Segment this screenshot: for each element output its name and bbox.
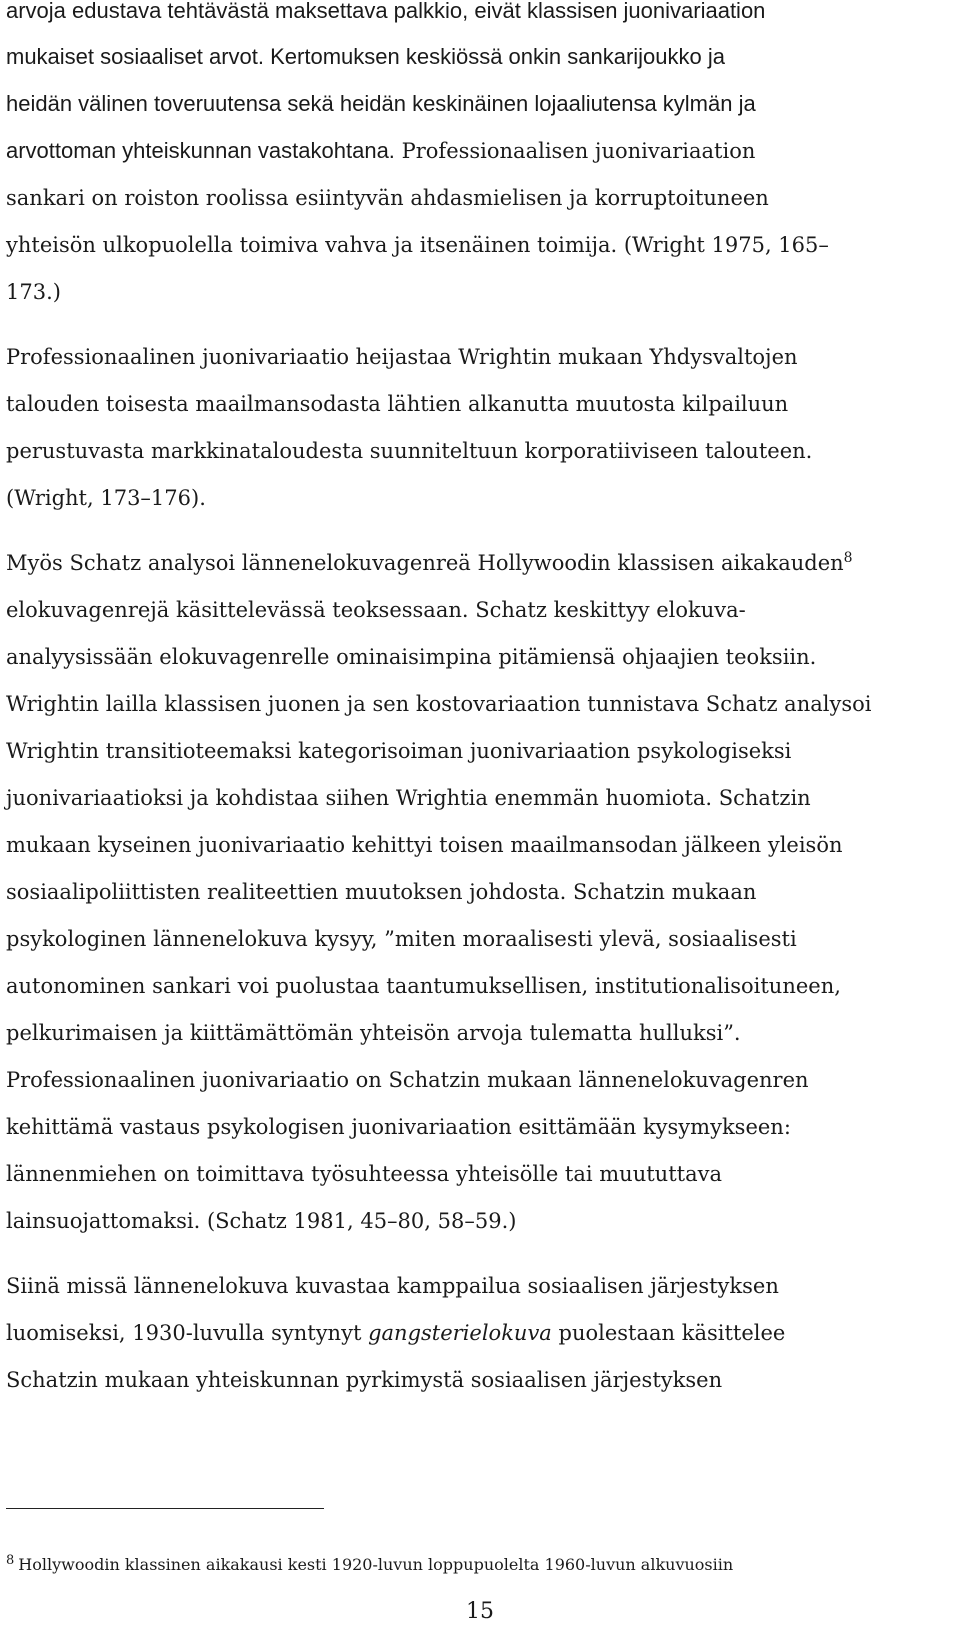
text-segment: luomiseksi, 1930-luvulla syntynyt	[6, 1321, 362, 1345]
text-line: autonominen sankari voi puolustaa taantumuksellisen, institutionalisoituneen,	[6, 974, 841, 998]
footnote-separator	[6, 1508, 324, 1509]
text-line: juonivariaatioksi ja kohdistaa siihen Wrightia enemmän huomiota. Schatzin	[6, 786, 811, 810]
text-line: 173.)	[6, 280, 61, 304]
text-line: Professionaalinen juonivariaatio on Schatzin mukaan lännenelokuvagenren	[6, 1068, 809, 1092]
text-line: Professionaalinen juonivariaatio heijastaa Wrightin mukaan Yhdysvaltojen	[6, 345, 798, 369]
footnote	[6, 1554, 733, 1576]
text-segment: arvottoman yhteiskunnan vastakohtana.	[6, 138, 395, 163]
text-line: pelkurimaisen ja kiittämättömän yhteisön arvoja tulematta hulluksi”.	[6, 1021, 741, 1045]
text-line: arvoja edustava tehtävästä maksettava palkkio, eivät klassisen juonivariaation	[6, 0, 766, 23]
text-segment: puolestaan käsittelee	[558, 1321, 786, 1345]
text-line: sankari on roiston roolissa esiintyvän ahdasmielisen ja korruptoituneen	[6, 186, 769, 210]
page-number: 15	[466, 1599, 494, 1624]
text-line: Wrightin lailla klassisen juonen ja sen kostovariaation tunnistava Schatz analysoi	[6, 692, 872, 716]
text-line: Siinä missä lännenelokuva kuvastaa kamppailua sosiaalisen järjestyksen	[6, 1274, 779, 1298]
text-line	[6, 1318, 785, 1348]
text-segment: Professionaalisen juonivariaation	[401, 139, 756, 163]
footnote-reference[interactable]: 8	[843, 550, 853, 566]
text-line	[6, 136, 755, 166]
text-segment: Myös Schatz analysoi lännenelokuvagenreä Hollywoodin klassisen aikakauden	[6, 551, 844, 575]
text-line: elokuvagenrejä käsittelevässä teoksessaan. Schatz keskittyy elokuva-	[6, 598, 746, 622]
italic-term: gangsterielokuva	[368, 1321, 552, 1345]
text-line: perustuvasta markkinataloudesta suunniteltuun korporatiiviseen talouteen.	[6, 439, 813, 463]
text-line: Wrightin transitioteemaksi kategorisoiman juonivariaation psykologiseksi	[6, 739, 792, 763]
text-line: talouden toisesta maailmansodasta lähtien alkanutta muutosta kilpailuun	[6, 392, 789, 416]
text-line: psykologinen lännenelokuva kysyy, ”miten moraalisesti ylevä, sosiaalisesti	[6, 927, 797, 951]
text-line: yhteisön ulkopuolella toimiva vahva ja itsenäinen toimija. (Wright 1975, 165–	[6, 233, 829, 257]
footnote-text: Hollywoodin klassinen aikakausi kesti 1920-luvun loppupuolelta 1960-luvun alkuvuosiin	[18, 1555, 734, 1574]
text-line: lainsuojattomaksi. (Schatz 1981, 45–80, 58–59.)	[6, 1209, 517, 1233]
text-line	[6, 548, 853, 578]
text-line: mukaan kyseinen juonivariaatio kehittyi toisen maailmansodan jälkeen yleisön	[6, 833, 843, 857]
text-line: heidän välinen toveruutensa sekä heidän keskinäinen lojaaliutensa kylmän ja	[6, 91, 756, 116]
footnote-number: 8	[6, 1552, 15, 1568]
text-line: kehittämä vastaus psykologisen juonivariaation esittämään kysymykseen:	[6, 1115, 791, 1139]
text-line: sosiaalipoliittisten realiteettien muutoksen johdosta. Schatzin mukaan	[6, 880, 757, 904]
text-line: mukaiset sosiaaliset arvot. Kertomuksen keskiössä onkin sankarijoukko ja	[6, 44, 725, 69]
text-line: lännenmiehen on toimittava työsuhteessa yhteisölle tai muututtava	[6, 1162, 722, 1186]
text-line: (Wright, 173–176).	[6, 486, 206, 510]
text-line: Schatzin mukaan yhteiskunnan pyrkimystä sosiaalisen järjestyksen	[6, 1368, 723, 1392]
text-line: analyysissään elokuvagenrelle ominaisimpina pitämiensä ohjaajien teoksiin.	[6, 645, 817, 669]
